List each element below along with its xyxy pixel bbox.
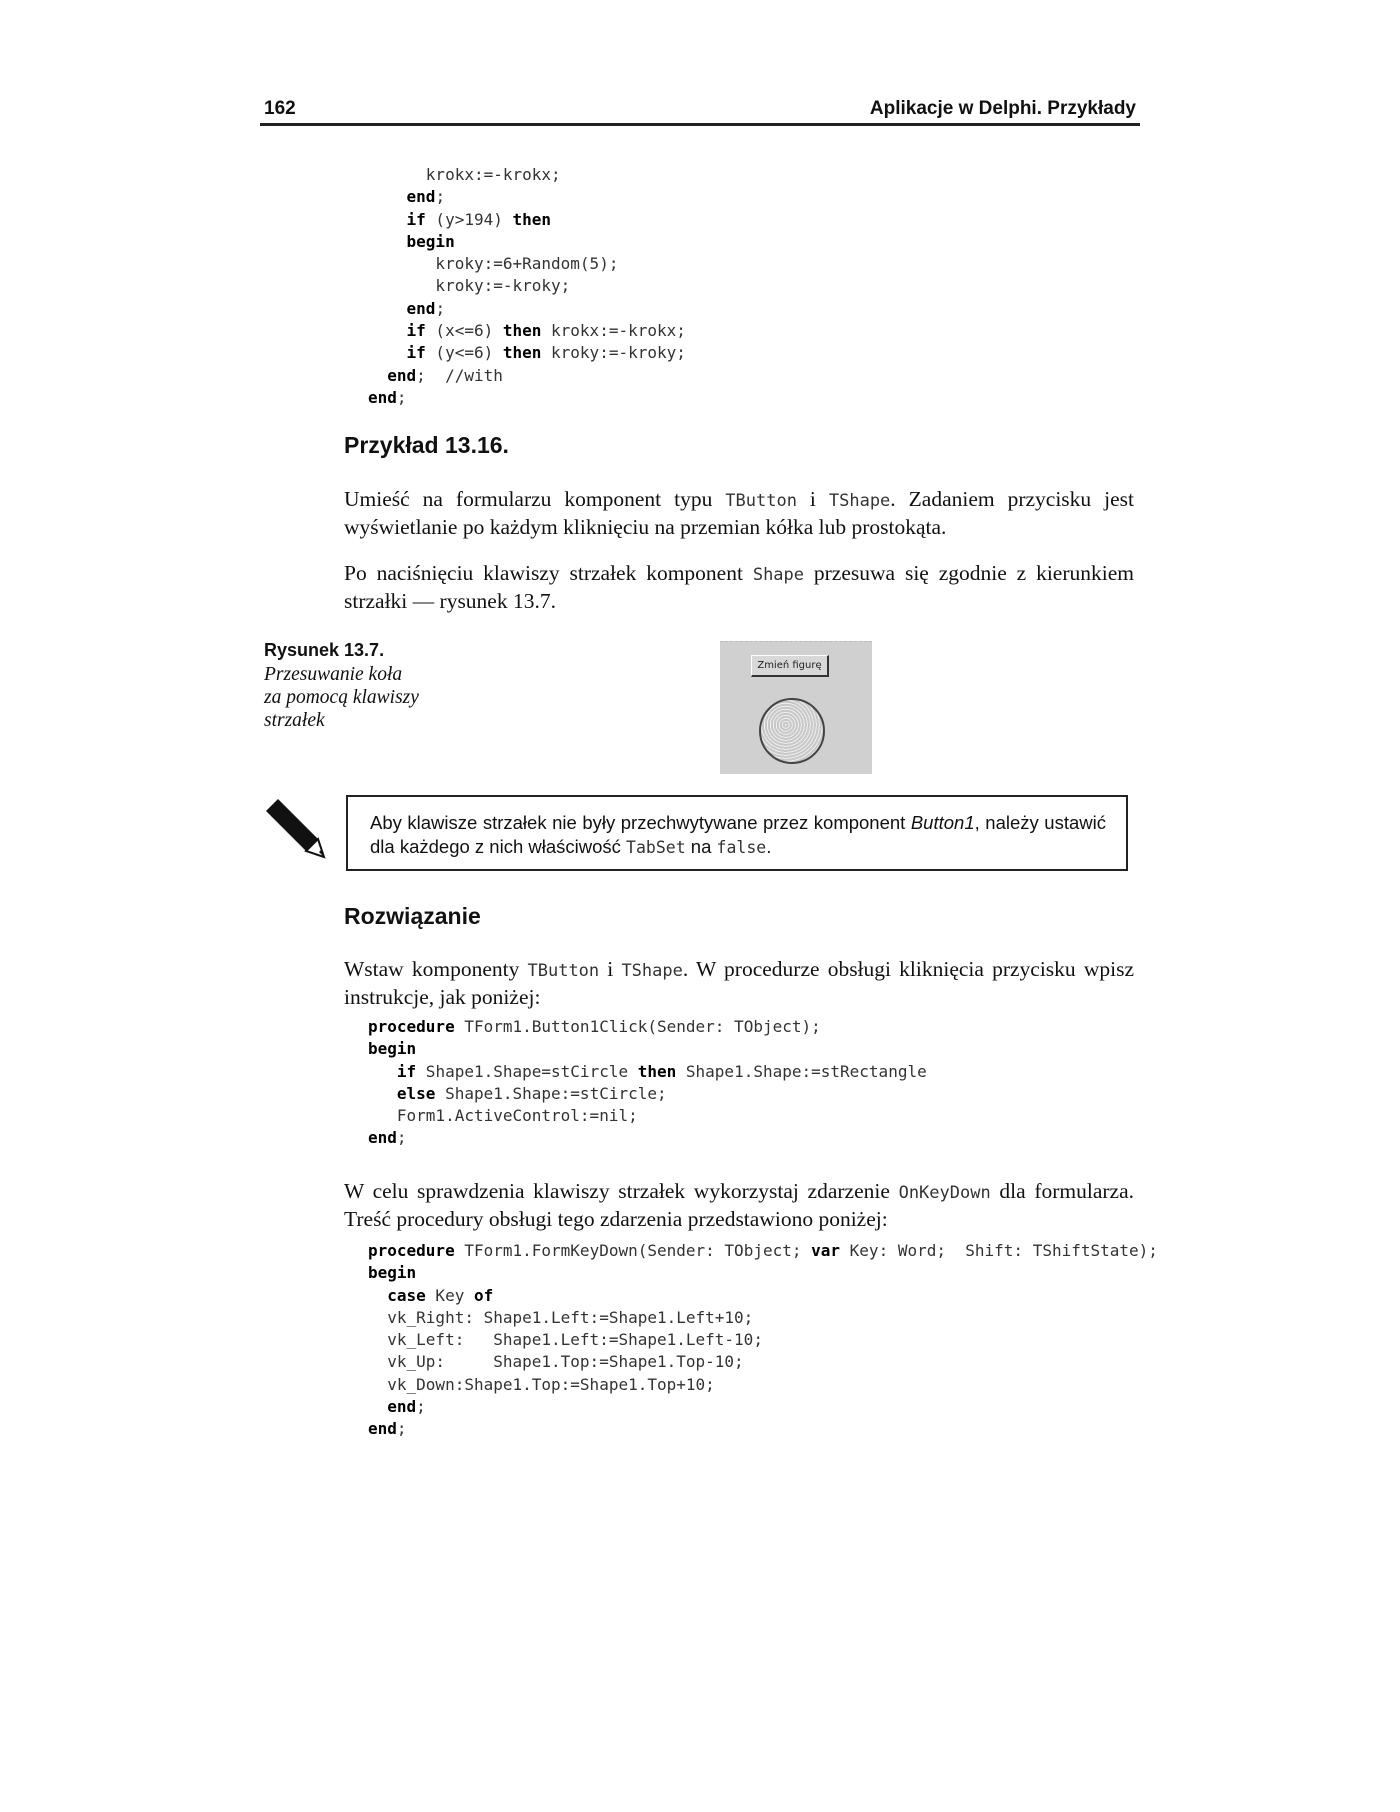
change-shape-button: Zmień figurę [751, 655, 829, 677]
code-line [368, 388, 407, 407]
code-line [368, 1375, 715, 1394]
text-run: vk_Right: Shape1.Left:=Shape1.Left+10; [368, 1307, 754, 1327]
text-run: TForm1.FormKeyDown(Sender: TObject; [454, 1241, 812, 1260]
code-keyword: begin [368, 1039, 417, 1059]
code-line [368, 1419, 407, 1438]
code-line [368, 1128, 407, 1147]
code-line [368, 1062, 927, 1081]
code-line [368, 1397, 426, 1416]
text-run: i [796, 487, 829, 511]
text-run: ; [416, 1397, 426, 1417]
text-run: (y<=6) [425, 343, 503, 363]
code-keyword: else [396, 1083, 436, 1103]
text-run: . W procedurze obsługi kliknięcia przycisku wpisz instrukcje, jak poniżej: [344, 957, 1134, 1009]
figure-label: Rysunek 13.7. [264, 640, 385, 660]
code-line [368, 1106, 638, 1125]
text-run [368, 1397, 387, 1416]
text-run: Shape1.Shape:=stRectangle [676, 1061, 927, 1081]
text-run: ; //with [416, 365, 503, 385]
code-line [368, 1017, 821, 1036]
text-run: Key [425, 1285, 474, 1305]
inline-code: TShape [828, 491, 891, 511]
code-line [368, 343, 686, 362]
code-line [368, 1308, 753, 1327]
text-run: . [766, 836, 772, 857]
inline-code: TShape [621, 961, 683, 981]
circle-shape [759, 698, 825, 764]
text-run [368, 1084, 397, 1103]
solution-paragraph-2 [344, 1178, 1134, 1232]
text-run: vk_Down:Shape1.Top:=Shape1.Top+10; [368, 1374, 715, 1394]
code-keyword: then [502, 321, 542, 341]
text-run [368, 321, 407, 340]
inline-code: false [716, 838, 767, 857]
text-run: Form1.ActiveControl:=nil; [368, 1106, 638, 1126]
text-run: Shape1.Shape:=stCircle; [435, 1083, 667, 1103]
code-keyword: then [502, 343, 542, 363]
code-block-form-keydown [368, 1240, 1158, 1441]
code-line [368, 187, 445, 206]
code-line [368, 165, 561, 184]
code-keyword: end [368, 387, 397, 407]
code-keyword: end [387, 1397, 417, 1417]
code-line [368, 1263, 416, 1282]
code-block-button-click [368, 1016, 927, 1150]
code-line [368, 366, 503, 385]
text-run [368, 187, 407, 206]
code-keyword: end [368, 1128, 397, 1148]
text-run: W celu sprawdzenia klawiszy strzałek wykorzystaj zdarzenie [344, 1179, 899, 1203]
code-line [368, 321, 686, 340]
code-keyword: if [406, 343, 426, 363]
code-keyword: end [406, 298, 436, 318]
text-run [368, 343, 407, 362]
text-run: kroky:=-kroky; [541, 343, 686, 363]
example-heading: Przykład 13.16. [344, 432, 509, 458]
text-run: Po naciśnięciu klawiszy strzałek komponent [344, 561, 753, 585]
text-run: . Zadaniem przycisku jest wyświetlanie po każdym kliknięciu na przemian kółka lub prostokąta. [344, 487, 1134, 539]
code-line [368, 254, 618, 273]
code-keyword: if [406, 209, 426, 229]
page-number: 162 [264, 98, 296, 119]
code-keyword: then [512, 209, 552, 229]
solution-paragraph-1 [344, 956, 1134, 1010]
code-line [368, 1352, 744, 1371]
text-run [368, 232, 407, 251]
text-run [368, 210, 407, 229]
text-run [368, 1062, 397, 1081]
code-line [368, 1330, 763, 1349]
text-run: (x<=6) [425, 321, 503, 341]
text-run: ; [396, 1419, 407, 1439]
text-run: krokx:=-krokx; [368, 165, 561, 184]
code-keyword: then [637, 1061, 677, 1081]
text-run: Aby klawisze strzałek nie były przechwytywane przez komponent [370, 812, 911, 833]
text-run: vk_Up: Shape1.Top:=Shape1.Top-10; [368, 1352, 744, 1372]
note-text [370, 811, 1106, 860]
inline-code: Shape [752, 565, 805, 585]
emphasis: Button1 [910, 812, 975, 833]
text-run: ; [435, 298, 446, 318]
inline-code: TButton [725, 491, 797, 511]
inline-code: TabSet [626, 838, 686, 857]
code-line [368, 276, 570, 295]
text-run: Umieść na formularzu komponent typu [344, 487, 726, 511]
text-run: Shape1.Shape=stCircle [416, 1061, 638, 1081]
code-keyword: end [368, 1419, 397, 1439]
code-keyword: begin [406, 231, 455, 251]
text-run: na [685, 836, 717, 857]
text-run [368, 366, 387, 385]
code-block-continued [368, 164, 686, 409]
inline-code: TButton [527, 961, 600, 981]
code-keyword: procedure [368, 1241, 455, 1260]
text-run: ; [435, 187, 446, 207]
code-line [368, 299, 445, 318]
note-box [346, 795, 1128, 871]
text-run [368, 299, 407, 318]
example-paragraph-2 [344, 560, 1134, 614]
text-run: kroky:=-kroky; [368, 276, 571, 296]
code-keyword: case [387, 1285, 426, 1305]
figure-form-screenshot [720, 641, 872, 774]
code-line [368, 232, 455, 251]
code-line [368, 210, 551, 229]
code-keyword: of [473, 1285, 494, 1305]
text-run: kroky:=6+Random(5); [368, 254, 619, 274]
solution-heading: Rozwiązanie [344, 903, 481, 929]
text-run: i [599, 957, 622, 981]
code-line [368, 1241, 1158, 1260]
text-run: krokx:=-krokx; [541, 321, 686, 341]
header-rule [260, 123, 1140, 126]
code-keyword: if [396, 1061, 417, 1081]
text-run: Wstaw komponenty [344, 957, 528, 981]
code-keyword: end [387, 365, 417, 385]
text-run: (y>194) [425, 209, 513, 229]
code-line [368, 1084, 667, 1103]
text-run: Key: Word; Shift: TShiftState); [840, 1241, 1158, 1260]
text-run: dla formularza. Treść procedury obsługi tego zdarzenia przedstawiono poniżej: [344, 1179, 1134, 1231]
text-run: , należy ustawić dla każdego z nich właściwość [370, 812, 1106, 857]
text-run: przesuwa się zgodnie z kierunkiem strzałki — rysunek 13.7. [344, 561, 1134, 613]
text-run: vk_Left: Shape1.Left:=Shape1.Left-10; [368, 1330, 763, 1350]
code-keyword: begin [368, 1263, 417, 1283]
code-line [368, 1286, 493, 1305]
code-line [368, 1039, 416, 1058]
text-run: TForm1.Button1Click(Sender: TObject); [454, 1017, 821, 1036]
text-run: ; [396, 387, 407, 407]
pencil-icon [262, 793, 332, 863]
figure-caption: Przesuwanie koła za pomocą klawiszy strzałek [264, 664, 419, 731]
example-paragraph-1 [344, 486, 1134, 540]
inline-code: OnKeyDown [898, 1183, 991, 1203]
code-keyword: if [406, 321, 426, 341]
running-title: Aplikacje w Delphi. Przykłady [869, 98, 1136, 119]
text-run [368, 1286, 387, 1305]
code-keyword: procedure [368, 1017, 455, 1036]
text-run: ; [396, 1128, 407, 1148]
code-keyword: end [406, 187, 436, 207]
code-keyword: var [811, 1241, 841, 1260]
